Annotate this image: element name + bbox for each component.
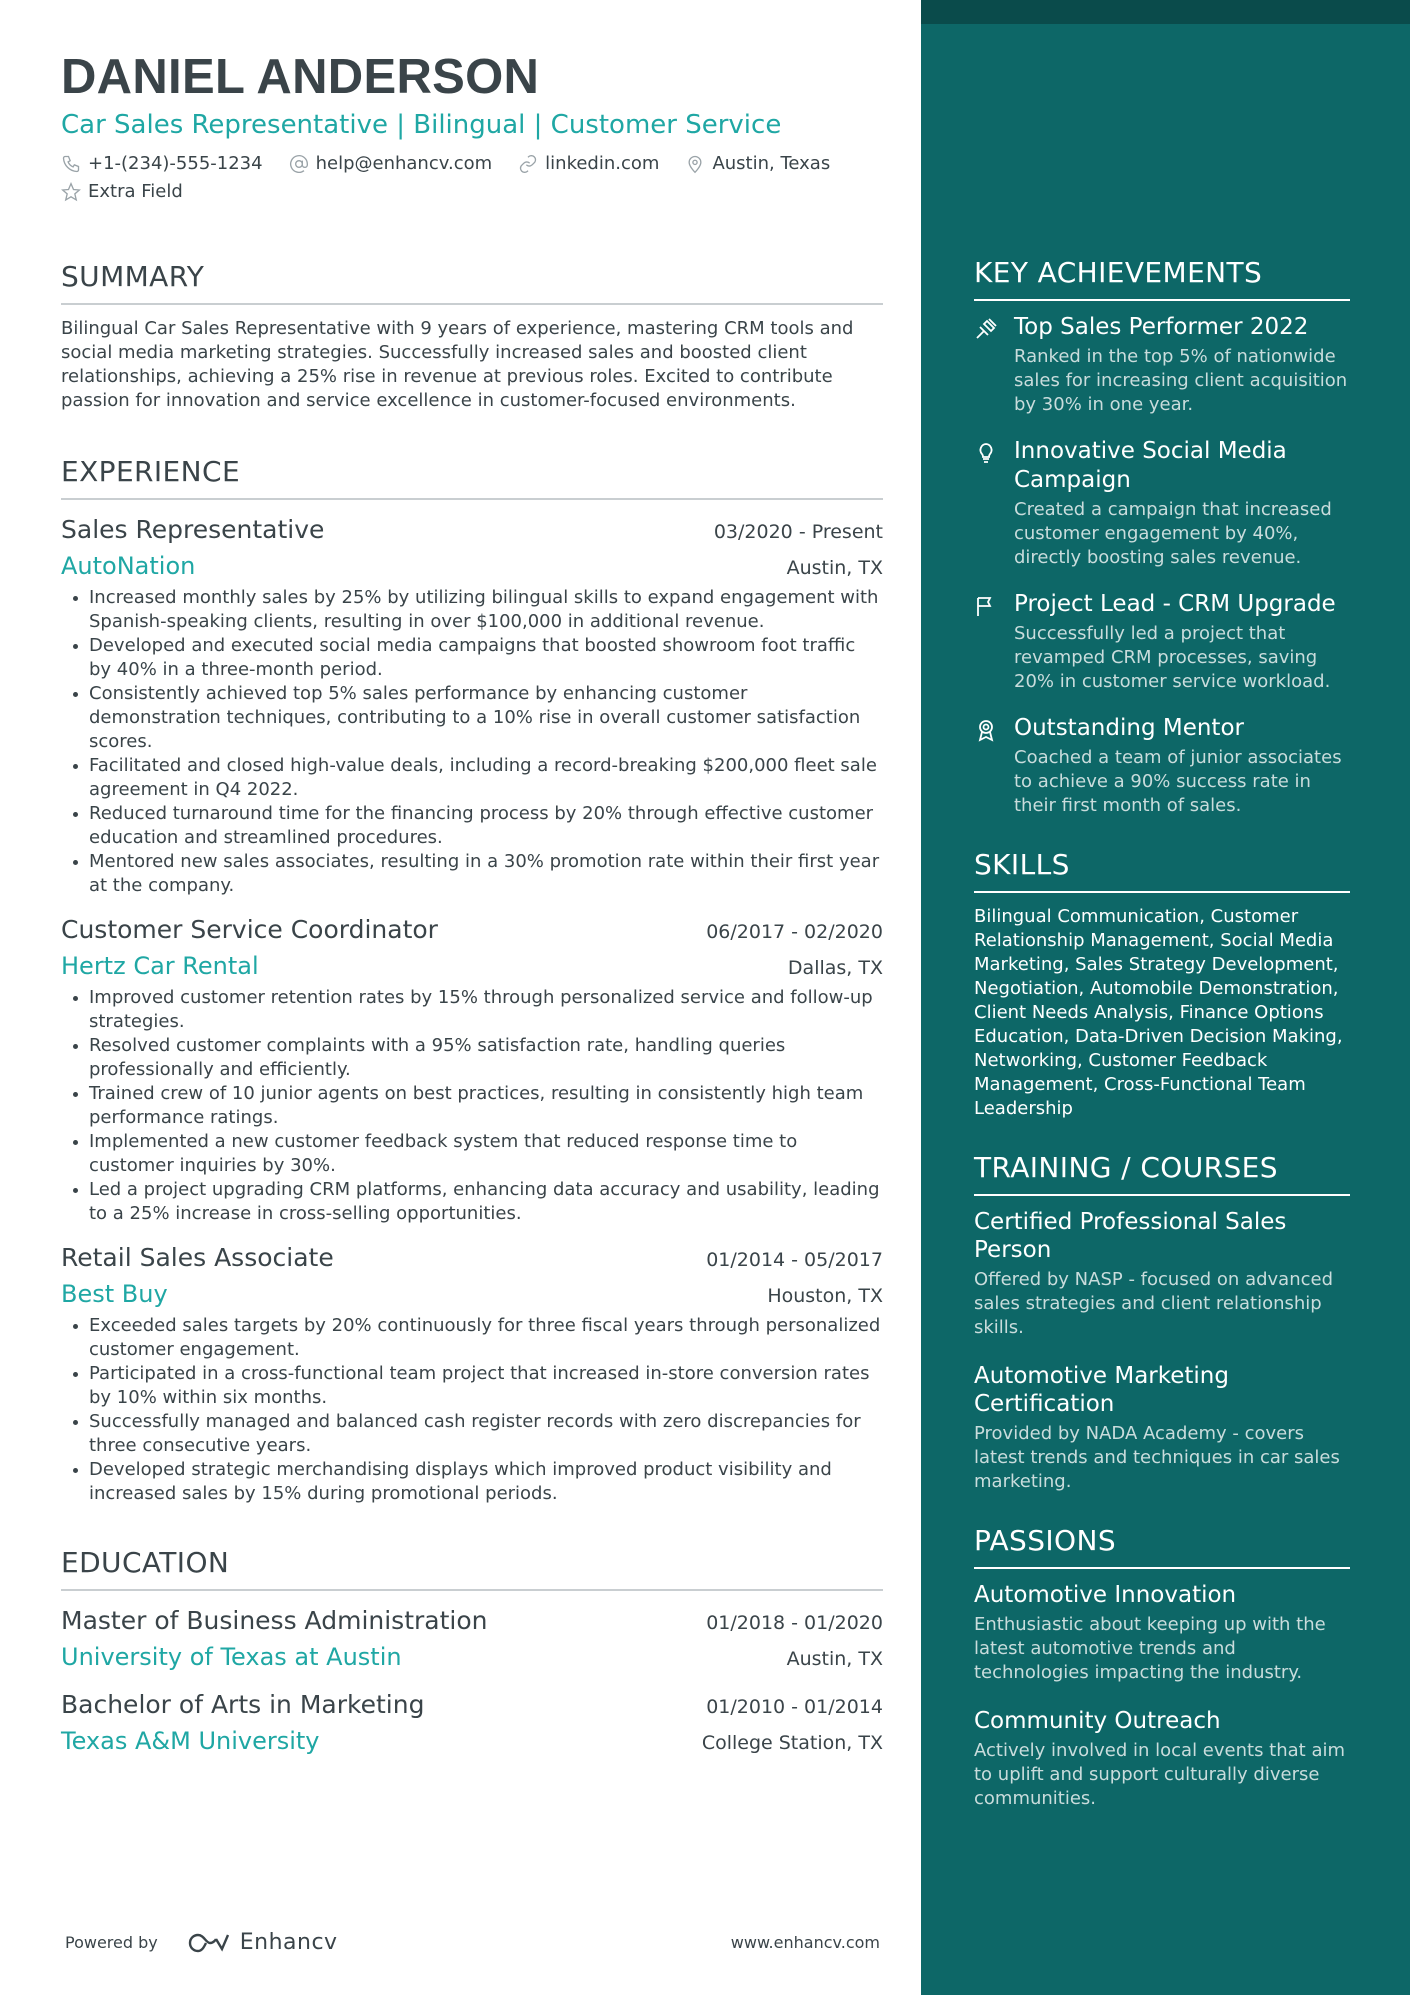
job-role: Customer Service Coordinator <box>61 915 438 944</box>
powered-by <box>65 1930 338 1955</box>
training-item <box>974 1362 1350 1494</box>
experience-heading: EXPERIENCE <box>61 455 883 500</box>
contact-location <box>685 152 830 176</box>
education-entry <box>61 1603 883 1675</box>
phone-icon <box>61 154 81 174</box>
education-section <box>61 1546 883 1759</box>
contact-bar <box>61 152 883 204</box>
training-heading: TRAINING / COURSES <box>974 1151 1350 1196</box>
achievement-item <box>974 313 1350 417</box>
job-bullets <box>61 586 883 898</box>
summary-section <box>61 260 883 413</box>
experience-section <box>61 455 883 1506</box>
education-dates: 01/2010 - 01/2014 <box>706 1696 883 1718</box>
job-role: Sales Representative <box>61 515 325 544</box>
achievements-heading: KEY ACHIEVEMENTS <box>974 256 1350 301</box>
sidebar-content <box>974 256 1350 1833</box>
education-location: Austin, TX <box>786 1648 883 1670</box>
at-icon <box>289 154 309 174</box>
job-entry <box>61 512 883 898</box>
training-desc: Provided by NADA Academy - covers latest trends and techniques in car sales marketing. <box>974 1423 1340 1492</box>
passion-desc: Actively involved in local events that aim to uplift and support culturally diverse communities. <box>974 1740 1346 1809</box>
training-title: Automotive Marketing Certification <box>974 1363 1229 1417</box>
education-heading: EDUCATION <box>61 1546 883 1591</box>
sidebar <box>921 0 1410 1995</box>
job-location: Austin, TX <box>786 557 883 579</box>
achievement-desc: Ranked in the top 5% of nationwide sales for increasing client acquisition by 30% in one year. <box>1014 346 1348 415</box>
achievement-title: Project Lead - CRM Upgrade <box>1014 591 1336 617</box>
achievement-desc: Successfully led a project that revamped CRM processes, saving 20% in customer service workload. <box>1014 623 1331 692</box>
bullet-item: Participated in a cross-functional team project that increased in-store conversion rates by 10% within six months. <box>61 1362 883 1410</box>
location-icon <box>685 154 705 174</box>
bullet-item: Successfully managed and balanced cash register records with zero discrepancies for three consecutive years. <box>61 1410 883 1458</box>
star-icon <box>61 182 81 202</box>
bullet-item: Increased monthly sales by 25% by utilizing bilingual skills to expand engagement with Spanish-speaking clients, resulting in over $100,000 in additional revenue. <box>61 586 883 634</box>
passion-title: Community Outreach <box>974 1708 1221 1734</box>
achievement-item <box>974 437 1350 570</box>
achievement-title: Innovative Social Media Campaign <box>1014 438 1287 493</box>
education-dates: 01/2018 - 01/2020 <box>706 1612 883 1634</box>
training-title: Certified Professional Sales Person <box>974 1209 1287 1263</box>
achievement-item <box>974 590 1350 694</box>
skills-section <box>974 848 1350 1121</box>
training-item <box>974 1208 1350 1340</box>
contact-phone-text: +1-(234)-555-1234 <box>88 153 263 174</box>
bullet-item: Implemented a new customer feedback system that reduced response time to customer inquiries by 30%. <box>61 1130 883 1178</box>
bullet-item: Reduced turnaround time for the financing process by 20% through effective customer education and streamlined procedures. <box>61 802 883 850</box>
flag-icon <box>974 594 998 618</box>
contact-linkedin[interactable] <box>518 152 659 176</box>
passion-item <box>974 1581 1350 1685</box>
contact-phone[interactable] <box>61 152 263 176</box>
job-entry <box>61 1240 883 1506</box>
achievement-title: Top Sales Performer 2022 <box>1014 314 1309 340</box>
job-company: Hertz Car Rental <box>61 952 259 980</box>
bullet-item: Mentored new sales associates, resulting in a 30% promotion rate within their first year at the company. <box>61 850 883 898</box>
achievement-desc: Coached a team of junior associates to achieve a 90% success rate in their first month of sales. <box>1014 747 1342 816</box>
footer <box>65 1930 880 1955</box>
school: Texas A&M University <box>61 1727 320 1755</box>
candidate-title: Car Sales Representative | Bilingual | Customer Service <box>61 110 782 140</box>
achievement-title: Outstanding Mentor <box>1014 715 1244 741</box>
achievements-section <box>974 256 1350 818</box>
school: University of Texas at Austin <box>61 1643 402 1671</box>
brand-logo[interactable] <box>186 1930 338 1955</box>
enhancv-logo-icon <box>186 1931 232 1955</box>
bullet-item: Developed and executed social media campaigns that boosted showroom foot traffic by 40% in a three-month period. <box>61 634 883 682</box>
bullet-item: Led a project upgrading CRM platforms, enhancing data accuracy and usability, leading to a 25% increase in cross-selling opportunities. <box>61 1178 883 1226</box>
job-location: Dallas, TX <box>787 957 883 979</box>
candidate-name: DANIEL ANDERSON <box>61 50 540 104</box>
bullet-item: Improved customer retention rates by 15% through personalized service and follow-up strategies. <box>61 986 883 1034</box>
job-company: Best Buy <box>61 1280 168 1308</box>
job-company: AutoNation <box>61 552 196 580</box>
trophy-icon <box>974 317 998 341</box>
degree: Master of Business Administration <box>61 1606 488 1635</box>
job-dates: 03/2020 - Present <box>713 521 883 543</box>
passions-section <box>974 1524 1350 1811</box>
passion-item <box>974 1707 1350 1811</box>
summary-heading: SUMMARY <box>61 260 883 305</box>
summary-text: Bilingual Car Sales Representative with 9 years of experience, mastering CRM tools and social media marketing strategies. Successfully increased sales and boosted client relationships, achieving a 25% rise in revenue at previous roles. Excited to contribute passion for innovation and service excellence in customer-focused environments. <box>61 318 854 411</box>
education-location: College Station, TX <box>701 1732 883 1754</box>
award-icon <box>974 718 998 742</box>
website-link[interactable]: www.enhancv.com <box>730 1933 880 1952</box>
contact-email-text: help@enhancv.com <box>315 153 493 174</box>
brand-name: Enhancv <box>239 1930 338 1955</box>
link-icon <box>518 154 538 174</box>
main-column <box>61 50 883 1771</box>
education-entry <box>61 1687 883 1759</box>
passion-title: Automotive Innovation <box>974 1582 1237 1608</box>
job-dates: 06/2017 - 02/2020 <box>706 921 883 943</box>
job-bullets <box>61 1314 883 1506</box>
job-location: Houston, TX <box>767 1285 883 1307</box>
passions-heading: PASSIONS <box>974 1524 1350 1569</box>
contact-location-text: Austin, Texas <box>712 153 831 174</box>
contact-email[interactable] <box>289 152 493 176</box>
bullet-item: Resolved customer complaints with a 95% satisfaction rate, handling queries professionally and efficiently. <box>61 1034 883 1082</box>
bullet-item: Developed strategic merchandising displays which improved product visibility and increased sales by 15% during promotional periods. <box>61 1458 883 1506</box>
contact-extra-text: Extra Field <box>88 181 183 202</box>
powered-by-label: Powered by <box>65 1933 158 1952</box>
passion-desc: Enthusiastic about keeping up with the latest automotive trends and technologies impacting the industry. <box>974 1614 1326 1683</box>
lightbulb-icon <box>974 441 998 465</box>
achievement-desc: Created a campaign that increased customer engagement by 40%, directly boosting sales revenue. <box>1014 499 1332 568</box>
job-bullets <box>61 986 883 1226</box>
contact-extra <box>61 180 883 204</box>
degree: Bachelor of Arts in Marketing <box>61 1690 425 1719</box>
job-entry <box>61 912 883 1226</box>
job-role: Retail Sales Associate <box>61 1243 334 1272</box>
training-section <box>974 1151 1350 1494</box>
job-dates: 01/2014 - 05/2017 <box>706 1249 883 1271</box>
skills-list: Bilingual Communication, Customer Relationship Management, Social Media Marketing, Sales Strategy Development, Negotiation, Automobile Demonstration, Client Needs Analysis, Finance Options Education, Data-Driven Decision Making, Networking, Customer Feedback Management, Cross-Functional Team Leadership <box>974 906 1343 1119</box>
bullet-item: Facilitated and closed high-value deals, including a record-breaking $200,000 fleet sale agreement in Q4 2022. <box>61 754 883 802</box>
bullet-item: Consistently achieved top 5% sales performance by enhancing customer demonstration techniques, contributing to a 10% rise in overall customer satisfaction scores. <box>61 682 883 754</box>
training-desc: Offered by NASP - focused on advanced sales strategies and client relationship skills. <box>974 1269 1334 1338</box>
skills-heading: SKILLS <box>974 848 1350 893</box>
bullet-item: Trained crew of 10 junior agents on best practices, resulting in consistently high team performance ratings. <box>61 1082 883 1130</box>
contact-linkedin-text: linkedin.com <box>545 153 660 174</box>
bullet-item: Exceeded sales targets by 20% continuously for three fiscal years through personalized customer engagement. <box>61 1314 883 1362</box>
achievement-item <box>974 714 1350 818</box>
sidebar-top-band <box>921 0 1410 24</box>
